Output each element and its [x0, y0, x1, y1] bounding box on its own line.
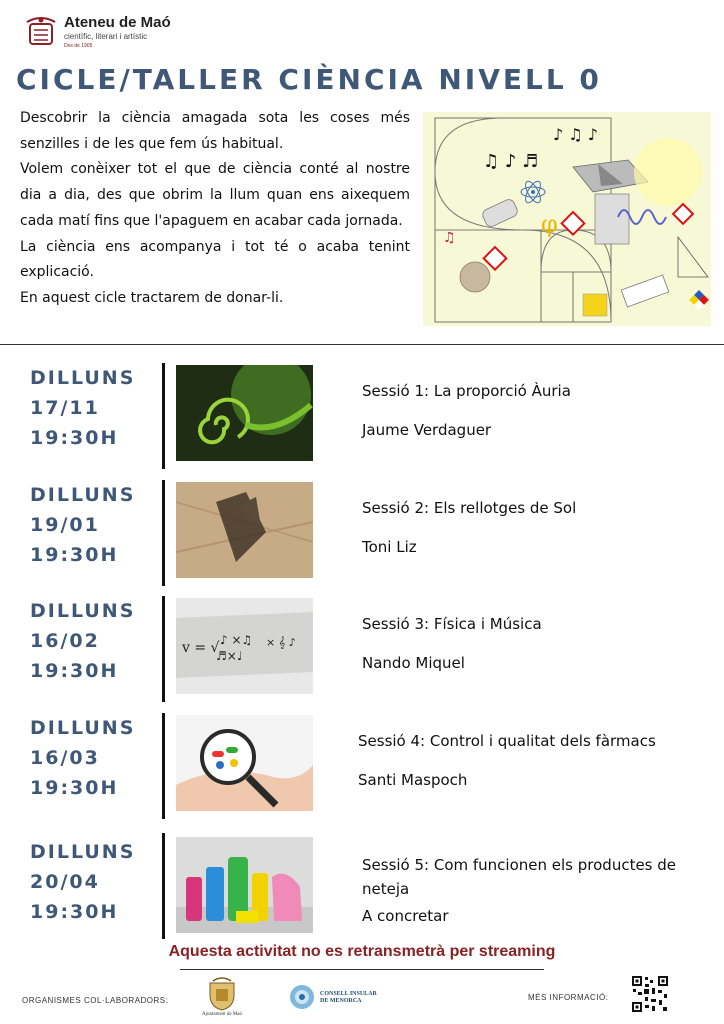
session-time: 19:30H — [30, 427, 119, 449]
session-divider — [162, 480, 165, 586]
ajuntament-caption: Ajuntament de Maó — [202, 1012, 242, 1017]
more-info-label: MÉS INFORMACIÓ: — [528, 993, 609, 1002]
intro-paragraph: La ciència ens acompanya i tot té o acaba tenint explicació. — [20, 238, 410, 281]
session-day: DILLUNS — [30, 600, 136, 622]
session-time: 19:30H — [30, 544, 119, 566]
session-day: DILLUNS — [30, 367, 136, 389]
session-date — [30, 837, 135, 927]
consell-insular-logo-icon — [289, 984, 315, 1010]
session-item — [0, 713, 724, 823]
session-day: DILLUNS — [30, 717, 136, 739]
session-time: 19:30H — [30, 660, 119, 682]
session-date-value: 20/04 — [30, 871, 100, 893]
science-collage-image — [423, 112, 711, 326]
session-time: 19:30H — [30, 777, 119, 799]
sundial-image — [176, 482, 313, 578]
session-date-value: 16/03 — [30, 747, 100, 769]
session-title: Sessió 1: La proporció Àuria — [362, 382, 571, 400]
divider — [0, 344, 724, 345]
session-title: Sessió 3: Física i Música — [362, 615, 542, 633]
consell-line: CONSELL INSULAR — [320, 991, 377, 997]
session-item — [0, 837, 724, 947]
session-title: Sessió 5: Com funcionen els productes de neteja — [362, 856, 677, 898]
session-date — [30, 363, 135, 453]
session-date — [30, 480, 135, 570]
session-divider — [162, 833, 165, 939]
session-speaker: Santi Maspoch — [358, 771, 468, 789]
svg-text:♫: ♫ — [443, 230, 456, 246]
svg-text:♬×♩: ♬×♩ — [216, 649, 243, 663]
divider — [180, 969, 544, 970]
svg-text:♪ ♫ ♪: ♪ ♫ ♪ — [553, 125, 598, 144]
session-divider — [162, 363, 165, 469]
intro-paragraph: Volem conèixer tot el que de ciència conté al nostre dia a dia, des que obrim la llum quan ens aixequem cada matí fins que l'apaguem en acabar cada jornada. — [20, 161, 410, 229]
session-day: DILLUNS — [30, 841, 136, 863]
session-item — [0, 480, 724, 590]
session-divider — [162, 596, 165, 702]
session-date-value: 19/01 — [30, 514, 100, 536]
page-title: CICLE/TALLER CIÈNCIA NIVELL 0 — [16, 63, 602, 96]
pills-magnifier-image — [176, 715, 313, 811]
session-speaker: Jaume Verdaguer — [362, 421, 492, 439]
session-title: Sessió 2: Els rellotges de Sol — [362, 499, 577, 517]
session-time: 19:30H — [30, 901, 119, 923]
consell-insular-name — [320, 991, 377, 1005]
svg-text:♪ ×♫: ♪ ×♫ — [220, 633, 253, 647]
ateneu-logo-icon — [24, 12, 58, 50]
streaming-notice: Aquesta activitat no es retransmetrà per streaming — [168, 943, 556, 960]
collaborators-label: ORGANISMES COL·LABORADORS: — [22, 996, 169, 1005]
cleaning-products-image — [176, 837, 313, 933]
intro-paragraph: Descobrir la ciència amagada sota les coses més senzilles i de les que fem ús habitual. — [20, 110, 410, 152]
session-speaker: A concretar — [362, 907, 449, 925]
session-item — [0, 596, 724, 706]
session-item — [0, 363, 724, 473]
svg-text:v = √: v = √ — [182, 640, 220, 656]
intro-text — [20, 106, 410, 312]
session-title: Sessió 4: Control i qualitat dels fàrmacs — [358, 732, 656, 750]
intro-paragraph: En aquest cicle tractarem de donar-li. — [20, 289, 284, 306]
session-date-value: 17/11 — [30, 397, 100, 419]
session-date — [30, 713, 135, 803]
qr-code-icon[interactable] — [631, 975, 669, 1013]
session-speaker: Toni Liz — [362, 538, 417, 556]
svg-text:♫ ♪ ♬: ♫ ♪ ♬ — [483, 151, 539, 172]
ajuntament-seal-icon — [207, 977, 237, 1011]
org-since: Des de 1905 — [64, 43, 93, 49]
svg-text:φ: φ — [541, 210, 558, 238]
org-tagline: científic, literari i artístic — [64, 32, 148, 41]
session-day: DILLUNS — [30, 484, 136, 506]
svg-text:× 𝄞 ♪: × 𝄞 ♪ — [266, 636, 296, 649]
fern-spiral-image — [176, 365, 313, 461]
session-date-value: 16/02 — [30, 630, 100, 652]
music-formula-image — [176, 598, 313, 694]
consell-line: DE MENORCA — [320, 998, 362, 1004]
session-date — [30, 596, 135, 686]
session-speaker: Nando Miquel — [362, 654, 465, 672]
session-divider — [162, 713, 165, 819]
org-name: Ateneu de Maó — [64, 14, 171, 31]
